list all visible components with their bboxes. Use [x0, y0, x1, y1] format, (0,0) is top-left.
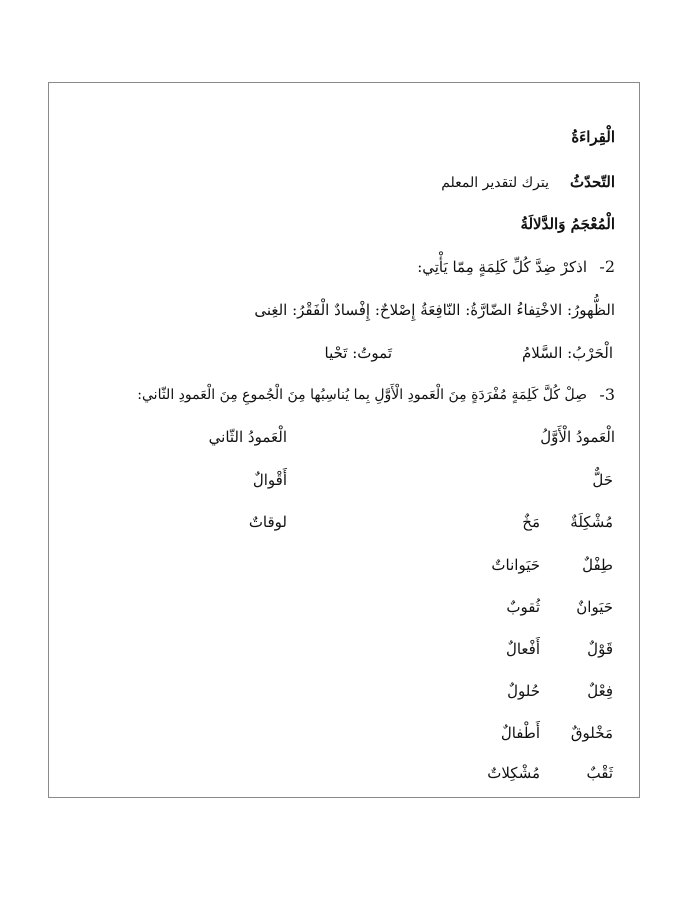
column1-header: الْعَمودُ الْأَوَّلُ	[540, 428, 615, 446]
row3-col-a: طِفْلٌ	[582, 556, 613, 574]
row7-col-b: أَطْفالٌ	[500, 724, 540, 742]
row8-col-a: ثَقْبٌ	[586, 764, 613, 782]
speaking-note: يترك لتقدير المعلم	[441, 175, 549, 191]
row2-col-c: لوقاتٌ	[248, 513, 287, 531]
row5-col-b: أَفْعالٌ	[505, 640, 540, 658]
lexicon-title: الْمُعْجَمُ وَالدَّلالَةُ	[520, 215, 615, 233]
exercise3-number: 3-	[599, 385, 615, 404]
exercise3-instruction: صِلْ كُلَّ كَلِمَةٍ مُفْرَدَةٍ مِنَ الْعَمودِ الْأَوَّلِ بِما يُناسِبُها مِنَ الْجُموعِ مِنَ الْعَمودِ الثّاني:	[137, 387, 587, 403]
row7-col-a: مَخْلوقٌ	[570, 724, 613, 742]
speaking-title: التّحدّثُ	[570, 173, 615, 191]
row6-col-b: حُلولٌ	[507, 682, 540, 700]
row1-col-c: أَقْوالٌ	[252, 471, 287, 489]
exercise2-pair-war: الْحَرْبُ: السَّلامُ	[522, 344, 613, 362]
row4-col-a: حَيَوانٌ	[576, 598, 613, 616]
row6-col-a: فِعْلٌ	[587, 682, 613, 700]
row2-col-b: مَخٌ	[522, 513, 540, 531]
row5-col-a: قَوْلٌ	[587, 640, 613, 658]
row2-col-a: مُشْكِلَةٌ	[570, 513, 613, 531]
exercise2-line1: الظُّهورُ: الاخْتِفاءُ الضّارَّةُ: النّافِعَةُ إِصْلاحٌ: إِفْسادٌ الْفَقْرُ: الغِنى	[254, 301, 615, 319]
reading-title: الْقِراءَةُ	[571, 128, 615, 146]
row8-col-b: مُشْكِلاتٌ	[487, 764, 540, 782]
exercise2-pair-die: تَموتُ: تَحْيا	[324, 344, 392, 362]
exercise2-number: 2-	[599, 257, 615, 276]
row4-col-b: ثُقوبٌ	[506, 598, 540, 616]
row3-col-b: حَيَواناتٌ	[491, 556, 540, 574]
row1-col-a: حَلٌّ	[592, 471, 613, 489]
column2-header: الْعَمودُ الثّاني	[208, 428, 287, 446]
exercise2-instruction: اذكرْ ضِدَّ كُلِّ كَلِمَةٍ مِمّا يَأْتِي:	[417, 258, 587, 276]
